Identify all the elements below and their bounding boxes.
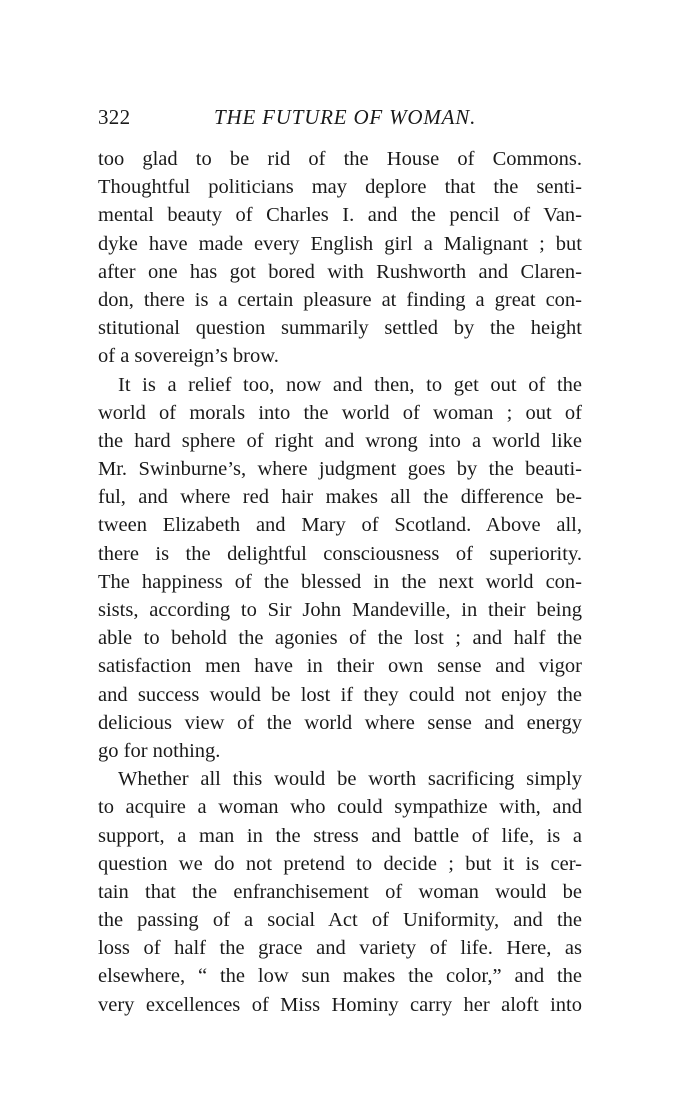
text-line: after one has got bored with Rushworth and Claren- [98, 260, 582, 283]
text-line: Mr. Swinburne’s, where judgment goes by the beauti- [98, 458, 582, 481]
text-line: Thoughtful politicians may deplore that the senti- [98, 176, 582, 199]
text-line: dyke have made every English girl a Malignant ; but [98, 232, 582, 255]
text-line: The happiness of the blessed in the next world con- [98, 570, 582, 593]
text-line: to acquire a woman who could sympathize with, and [98, 796, 582, 819]
text-line: It is a relief too, now and then, to get out of the [118, 373, 582, 396]
text-line: stitutional question summarily settled by the height [98, 317, 582, 340]
body-text [98, 145, 582, 1019]
text-line: able to behold the agonies of the lost ; and half the [98, 627, 582, 650]
text-line: Whether all this would be worth sacrificing simply [118, 768, 582, 791]
text-line: sists, according to Sir John Mandeville, in their being [98, 599, 582, 621]
text-line: world of morals into the world of woman ; out of [98, 401, 582, 424]
text-line: elsewhere, “ the low sun makes the color,” and the [98, 965, 582, 988]
text-line: tween Elizabeth and Mary of Scotland. Above all, [98, 514, 582, 537]
running-title: THE FUTURE OF WOMAN. [214, 105, 477, 129]
text-line: don, there is a certain pleasure at finding a great con- [98, 288, 582, 311]
text-line: of a sovereign’s brow. [98, 345, 279, 368]
text-line: ful, and where red hair makes all the difference be- [98, 486, 582, 509]
text-line: and success would be lost if they could not enjoy the [98, 683, 582, 706]
text-line: too glad to be rid of the House of Commons. [98, 148, 582, 170]
text-line: question we do not pretend to decide ; but it is cer- [98, 852, 582, 875]
text-line: the hard sphere of right and wrong into a world like [98, 429, 582, 452]
page-number: 322 [98, 105, 131, 129]
text-line: satisfaction men have in their own sense and vigor [98, 655, 582, 678]
text-line: tain that the enfranchisement of woman would be [98, 880, 582, 903]
text-line: mental beauty of Charles I. and the pencil of Van- [98, 204, 582, 227]
running-head [98, 103, 588, 131]
text-line: delicious view of the world where sense and energy [98, 711, 582, 734]
text-line: loss of half the grace and variety of life. Here, as [98, 937, 582, 960]
text-line: very excellences of Miss Hominy carry her aloft into [98, 993, 582, 1016]
text-line: go for nothing. [98, 739, 221, 762]
text-line: there is the delightful consciousness of superiority. [98, 542, 582, 565]
text-line: support, a man in the stress and battle of life, is a [98, 824, 582, 847]
text-line: the passing of a social Act of Uniformity, and the [98, 909, 582, 932]
